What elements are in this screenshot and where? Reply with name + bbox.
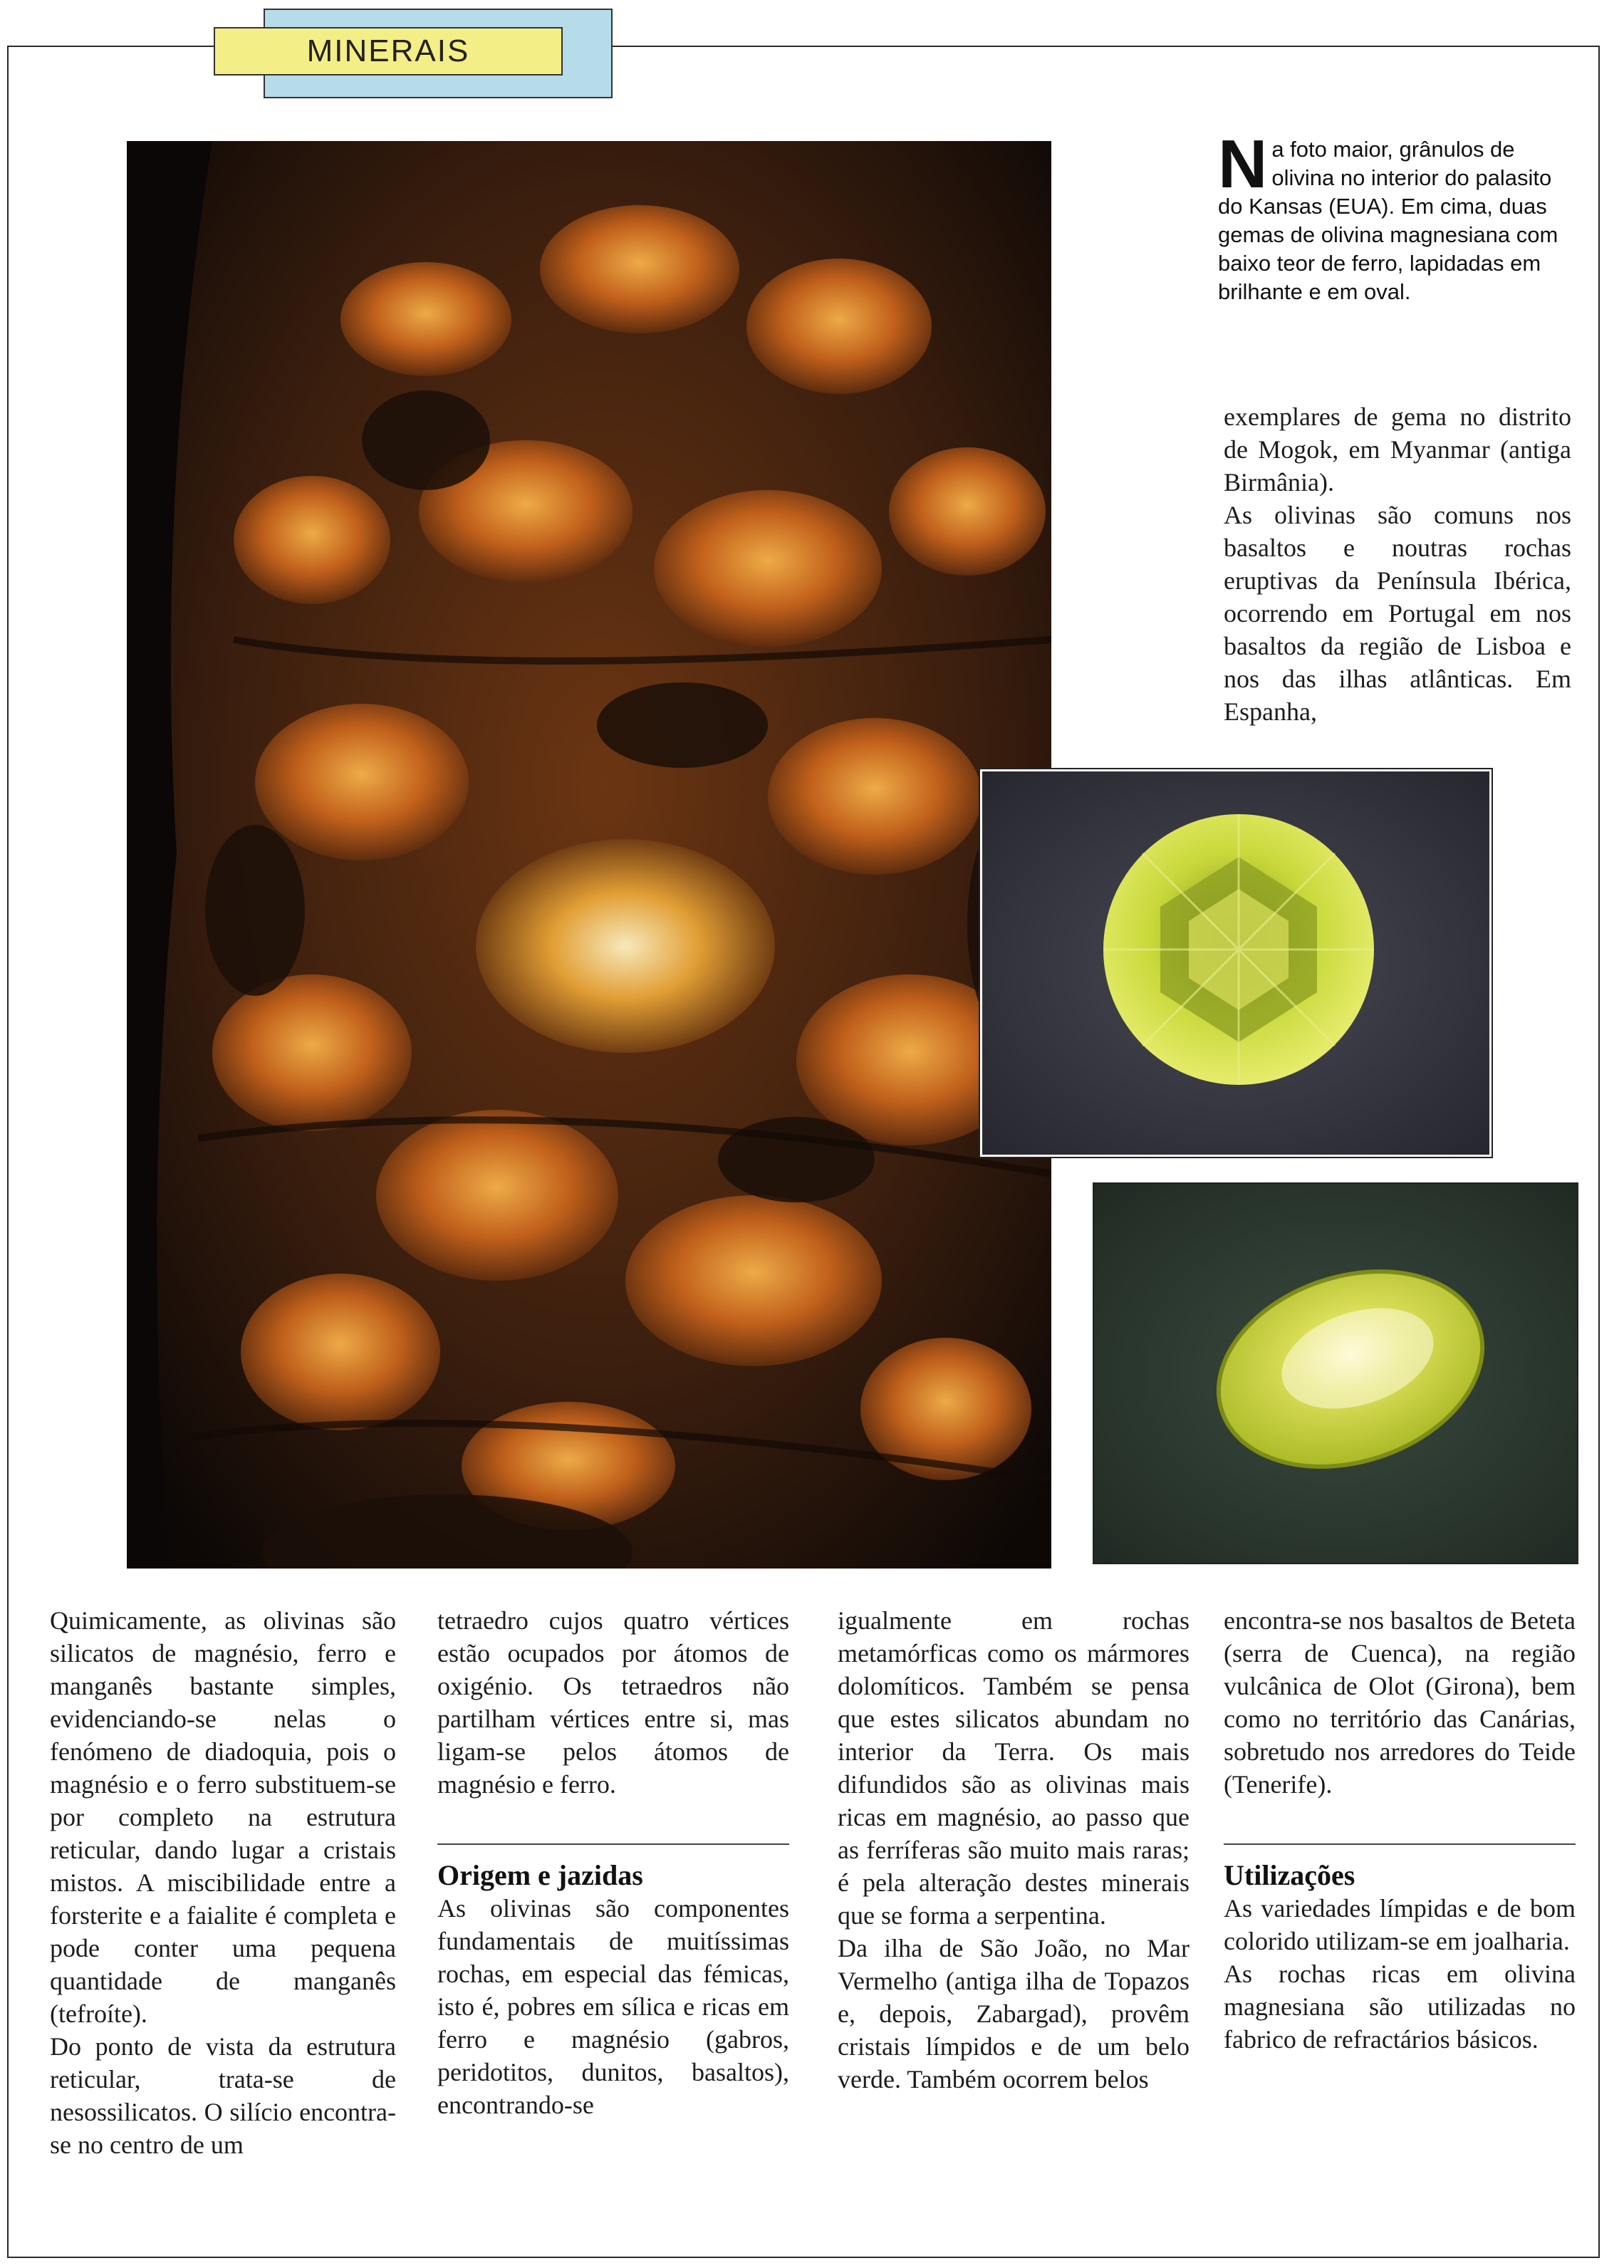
paragraph: As olivinas são comuns nos basaltos e noutras rochas eruptivas da Península Ibérica, ocorrendo em Portugal em nos basaltos da região de Lisboa e nos das ilhas atlânticas. Em Espanha, xyxy=(1224,501,1571,726)
section-heading-origem: Origem e jazidas xyxy=(437,1859,643,1891)
paragraph: igualmente em rochas metamórficas como os mármores dolomíticos. Também se pensa que estes silicatos abundam no interior da Terra. Os mais difundidos são as olivinas mais ricas em magnésio, ao passo que as ferríferas são muito mais raras; é pela alteração destes minerais que se forma a serpentina. xyxy=(838,1606,1190,1930)
paragraph: encontra-se nos basaltos de Beteta (serra de Cuenca), na região vulcânica de Olot (Girona), bem como no território das Canárias, sobretudo nos arredores do Teide (Tenerife). xyxy=(1224,1606,1576,1799)
paragraph: Quimicamente, as olivinas são silicatos de magnésio, ferro e manganês bastante simples, evidenciando-se nelas o fenómeno de diadoquia, pois o magnésio e o ferro substituem-se por completo na estrutura reticular, dando lugar a cristais mistos. A miscibilidade entre a forsterite e a faialite é completa e pode conter uma pequena quantidade de manganês (tefroíte). xyxy=(50,1606,396,2028)
paragraph: exemplares de gema no distrito de Mogok, em Myanmar (antiga Birmânia). xyxy=(1224,402,1571,496)
paragraph: tetraedro cujos quatro vértices estão ocupados por átomos de oxigénio. Os tetraedros não partilham vértices entre si, mas ligam-se pelos átomos de magnésio e ferro. xyxy=(437,1606,789,1799)
paragraph: As olivinas são componentes fundamentais de muitíssimas rochas, em especial das fémicas, isto é, pobres em sílica e ricas em ferro e magnésio (gabros, peridotitos, dunitos, basaltos), encontrando-se xyxy=(437,1894,789,2119)
paragraph: Do ponto de vista da estrutura reticular, trata-se de nesossilicatos. O silício encontra-se no centro de um xyxy=(50,2032,396,2159)
section-divider xyxy=(1224,1843,1576,1845)
round-gem-photo xyxy=(980,769,1492,1157)
section-tab: MINERAIS xyxy=(214,27,563,76)
pallasite-photo xyxy=(127,141,1051,1569)
paragraph: As variedades límpidas e de bom colorido utilizam-se em joalharia. xyxy=(1224,1894,1576,1955)
column-2 xyxy=(437,1604,789,2121)
column-1 xyxy=(50,1604,396,2161)
column-4 xyxy=(1224,1604,1576,2056)
section-divider xyxy=(437,1843,789,1845)
right-column-text xyxy=(1224,400,1571,728)
section-heading-utilizacoes: Utilizações xyxy=(1224,1859,1355,1891)
oval-gem-photo xyxy=(1093,1182,1578,1564)
caption-dropcap: N xyxy=(1218,126,1268,202)
paragraph: Da ilha de São João, no Mar Vermelho (antiga ilha de Topazos e, depois, Zabargad), provêm cristais límpidos e de um belo verde. Também ocorrem belos xyxy=(838,1934,1190,2093)
column-3 xyxy=(838,1604,1190,2096)
paragraph: As rochas ricas em olivina magnesiana são utilizadas no fabrico de refractários básicos. xyxy=(1224,1960,1576,2054)
photo-caption xyxy=(1218,126,1567,306)
caption-text: a foto maior, grânulos de olivina no interior do palasito do Kansas (EUA). Em cima, duas gemas de olivina magnesiana com baixo teor de ferro, lapidadas em brilhante e em oval. xyxy=(1218,137,1558,304)
